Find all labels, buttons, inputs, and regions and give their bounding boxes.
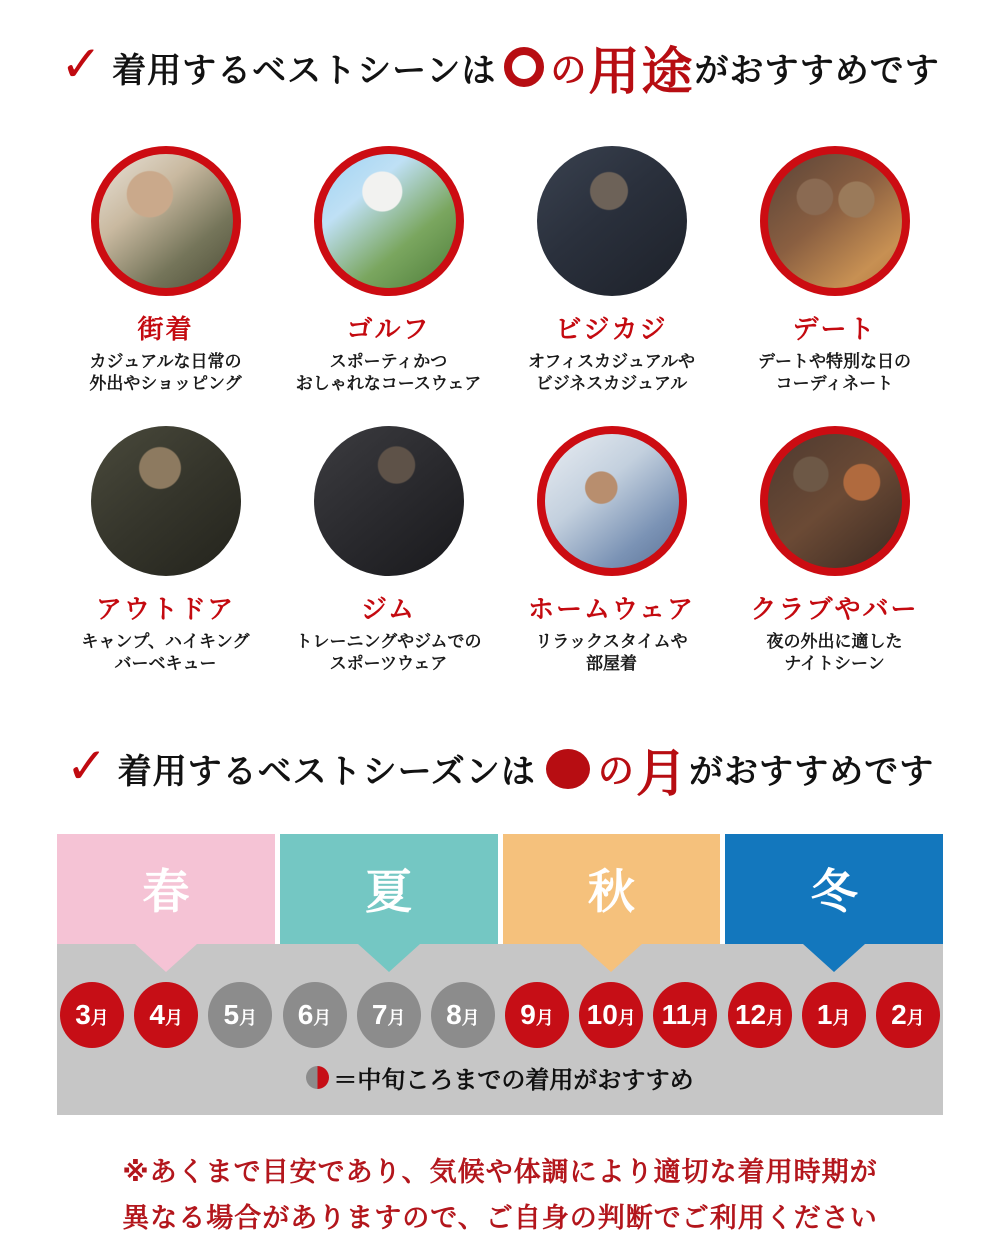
scene-desc-line2: バーベキュー [114,654,217,674]
season-heading-pre: 着用するベストシーズンは [117,753,536,792]
month-circle-6 [283,982,347,1048]
scene-desc-line1: カジュアルな日常の [89,352,242,371]
checkmark-icon: ✓ [60,36,103,92]
scene-card-bizcasual [503,146,720,396]
scene-desc-line2: コーディネート [775,374,894,394]
month-suffix: 月 [461,1007,480,1028]
month-circle-11 [653,982,717,1048]
month-number: 9 [520,998,536,1030]
scene-card-club-bar [726,426,943,676]
month-suffix: 月 [313,1007,332,1028]
month-suffix: 月 [832,1007,851,1028]
month-circle-2 [876,982,940,1048]
scene-desc-line2: ナイトシーン [784,654,885,674]
month-number: 3 [75,998,91,1030]
season-heading [0,736,1000,802]
season-band-winter [725,834,943,944]
scene-photo-date [760,146,910,296]
scene-description [503,631,720,676]
scene-description [726,631,943,676]
disclaimer-line2: 異なる場合がありますので、ご自身の判断でご利用ください [122,1203,878,1234]
scene-description [726,351,943,396]
month-circle-5 [208,982,272,1048]
scene-title: クラブやバー [750,593,919,624]
scene-title: ビジカジ [555,314,668,344]
scene-desc-line2: スポーツウェア [329,654,448,674]
scene-description [503,351,720,396]
scene-grid [57,146,943,676]
month-circles [60,982,940,1048]
scene-title: ホームウェア [528,593,695,624]
season-label: 秋 [587,865,635,919]
scene-photo-club-bar [760,426,910,576]
scene-description [57,631,274,676]
season-heading-particle: の [597,750,634,792]
half-circle-icon [306,1066,329,1089]
scene-desc-line1: オフィスカジュアルや [527,352,696,371]
checkmark-icon: ✓ [65,737,108,794]
scene-card-golf [280,146,497,396]
season-heading-post: がおすすめです [688,753,935,792]
scenes-heading [0,34,1000,100]
scene-desc-line1: 夜の外出に適した [766,631,903,651]
month-circle-3 [60,982,124,1048]
scene-card-gym [280,426,497,676]
scenes-heading-pre: 着用するベストシーンは [112,51,497,90]
month-number: 1 [816,998,833,1030]
month-circle-7 [357,982,421,1048]
season-heading-emphasis: 月 [635,744,689,802]
month-number: 5 [223,998,240,1030]
scene-desc-line2: 部屋着 [586,654,637,674]
scene-title: ゴルフ [346,314,431,344]
circle-filled-icon [546,749,590,789]
scene-desc-line1: スポーティかつ [329,352,448,371]
month-number: 7 [371,998,388,1030]
month-number: 6 [297,998,314,1030]
month-suffix: 月 [535,1007,554,1028]
month-suffix: 月 [90,1007,109,1028]
scene-photo-golf [314,146,464,296]
month-number: 8 [446,998,462,1030]
month-circle-1 [802,982,866,1048]
month-suffix: 月 [239,1007,258,1028]
scene-desc-line2: 外出やショッピング [89,374,242,394]
month-number: 4 [149,998,165,1030]
month-number: 10 [586,998,618,1030]
season-chart [57,834,943,1115]
scene-card-date [726,146,943,396]
chart-legend [60,1060,940,1095]
scene-desc-line1: リラックスタイムや [535,631,688,651]
scene-desc-line2: ビジネスカジュアル [535,374,688,394]
month-circle-4 [134,982,198,1048]
scene-card-homewear [503,426,720,676]
month-suffix: 月 [766,1007,785,1028]
scene-desc-line2: おしゃれなコースウェア [295,374,482,394]
scene-description [57,351,274,396]
scene-title: アウトドア [95,593,236,624]
scene-photo-homewear [537,426,687,576]
scene-card-machigi [57,146,274,396]
scene-description [280,631,497,676]
season-label: 冬 [810,865,858,919]
legend-text: ＝中旬ころまでの着用がおすすめ [333,1066,694,1094]
month-circle-8 [431,982,495,1048]
disclaimer-line1: ※あくまで目安であり、気候や体調により適切な着用時期が [122,1156,878,1187]
scene-photo-bizcasual [537,146,687,296]
month-number: 12 [734,998,767,1030]
month-suffix: 月 [164,1007,183,1028]
scene-description [280,351,497,396]
month-circle-10 [579,982,643,1048]
scene-photo-gym [314,426,464,576]
season-bands [57,834,943,944]
month-number: 11 [661,998,692,1030]
scene-title: デート [792,314,877,344]
scene-title: ジム [361,593,416,624]
product-infographic [0,34,1000,1234]
scenes-heading-post: がおすすめです [694,51,940,90]
scene-desc-line1: キャンプ、ハイキング [81,631,250,651]
scene-photo-machigi [91,146,241,296]
season-label: 春 [142,865,190,919]
scene-desc-line1: デートや特別な日の [758,352,911,371]
season-label: 夏 [365,865,413,919]
month-suffix: 月 [691,1007,710,1028]
month-suffix: 月 [387,1007,406,1028]
season-band-summer [280,834,498,944]
month-circle-12 [728,982,792,1048]
circle-outline-icon [504,47,544,87]
scene-photo-outdoor [91,426,241,576]
month-number: 2 [891,998,907,1030]
season-band-spring [57,834,275,944]
month-circle-9 [505,982,569,1048]
scene-title: 街着 [137,314,194,344]
month-suffix: 月 [906,1007,925,1028]
scene-desc-line1: トレーニングやジムでの [295,631,482,651]
season-band-autumn [503,834,721,944]
disclaimer-note [0,1149,1000,1242]
scenes-heading-particle: の [550,48,587,90]
scene-card-outdoor [57,426,274,676]
month-suffix: 月 [617,1007,636,1028]
scenes-heading-emphasis: 用途 [588,43,695,100]
